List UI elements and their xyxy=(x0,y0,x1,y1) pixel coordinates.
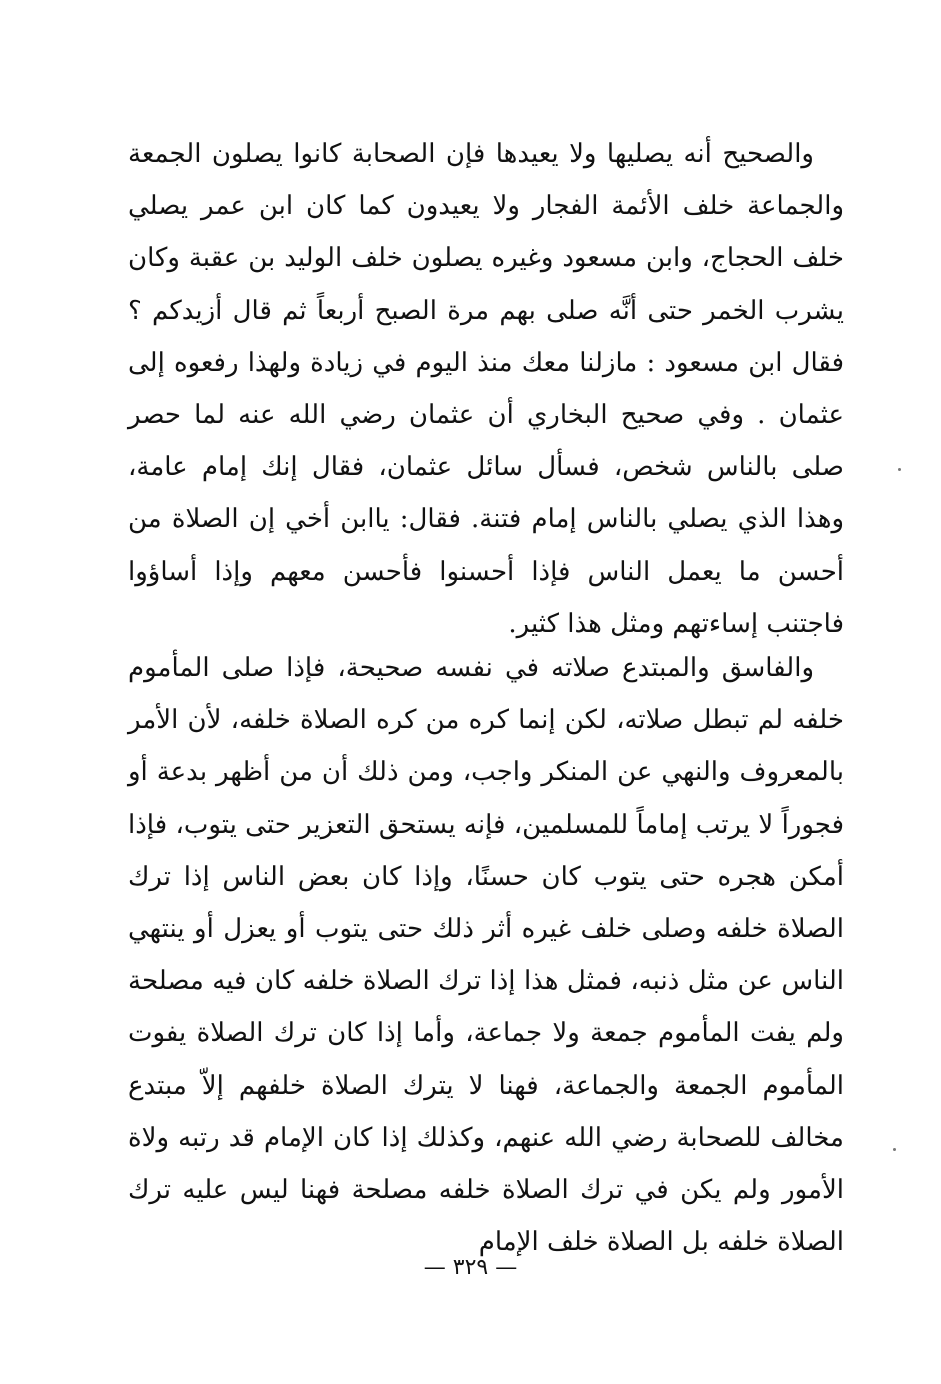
paragraph-1: والصحيح أنه يصليها ولا يعيدها فإن الصحابة كانوا يصلون الجمعة والجماعة خلف الأئمة الفجار ولا يعيدون كما كان ابن عمر يصلي خلف الحجاج، وابن مسعود وغيره يصلون خلف الوليد بن عقبة وكان يشرب الخمر حتى أنَّه صلى بهم مرة الصبح أربعاً ثم قال أزيدكم ؟ فقال ابن مسعود : مازلنا معك منذ اليوم في زيادة ولهذا رفعوه إلى عثمان . وفي صحيح البخاري أن عثمان رضي الله عنه لما حصر صلى بالناس شخص، فسأل سائل عثمان، فقال إنك إمام عامة، وهذا الذي يصلي بالناس إمام فتنة. فقال: ياابن أخي إن الصلاة من أحسن ما يعمل الناس فإذا أحسنوا فأحسن معهم وإذا أساؤوا فاجتنب إساءتهم ومثل هذا كثير. xyxy=(128,139,844,639)
page-number: — ٣٢٩ — xyxy=(423,1255,518,1280)
paragraph-2-block xyxy=(128,642,844,1268)
paragraph-1-block xyxy=(128,128,844,650)
margin-dot-mark xyxy=(898,468,901,471)
margin-dot-mark xyxy=(893,1148,896,1151)
paragraph-2: والفاسق والمبتدع صلاته في نفسه صحيحة، فإذا صلى المأموم خلفه لم تبطل صلاته، لكن إنما كره من كره الصلاة خلفه، لأن الأمر بالمعروف والنهي عن المنكر واجب، ومن ذلك أن من أظهر بدعة أو فجوراً لا يرتب إماماً للمسلمين، فإنه يستحق التعزير حتى يتوب، فإذا أمكن هجره حتى يتوب كان حسنًا، وإذا كان بعض الناس إذا ترك الصلاة خلفه وصلى خلف غيره أثر ذلك حتى يتوب أو يعزل أو ينتهي الناس عن مثل ذنبه، فمثل هذا إذا ترك الصلاة خلفه كان فيه مصلحة ولم يفت المأموم جمعة ولا جماعة، وأما إذا كان ترك الصلاة يفوت المأموم الجمعة والجماعة، فهنا لا يترك الصلاة خلفهم إلاّ مبتدع مخالف للصحابة رضي الله عنهم، وكذلك إذا كان الإمام قد رتبه ولاة الأمور ولم يكن في ترك الصلاة خلفه مصلحة فهنا ليس عليه ترك الصلاة خلفه بل الصلاة خلف الإمام xyxy=(128,653,844,1258)
